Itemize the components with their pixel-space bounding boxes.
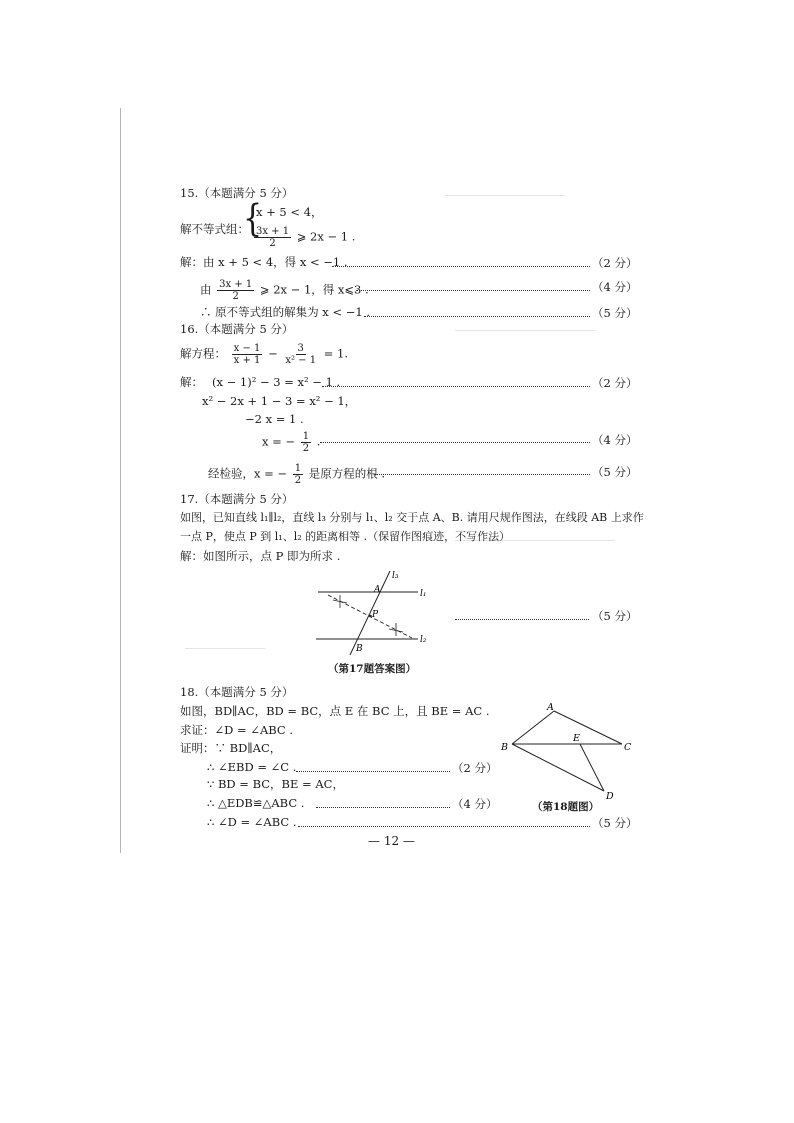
- segment-bd: [512, 744, 604, 791]
- q15-inequality-1: x + 5 < 4，: [256, 205, 323, 219]
- label-b: B: [501, 742, 508, 753]
- q18-line-4-score: （5 分）: [592, 816, 638, 830]
- dotted-leader: [332, 266, 590, 267]
- q16-fraction-1: $\frac{x - 1}{x + 1}$: [233, 343, 261, 366]
- q16-step-2: x² − 2x + 1 − 3 = x² − 1，: [202, 394, 357, 408]
- q16-fraction-2: $\frac{3}{\text{x² − 1}}$: [285, 343, 317, 366]
- q15-system-brace: {: [243, 197, 263, 241]
- label-p: P: [372, 610, 379, 620]
- q15-inequality-2: $\frac{3x + 1}{2}$ ⩾ 2x − 1 .: [256, 226, 356, 249]
- q17-construction-figure: [300, 565, 440, 660]
- q15-step-2-fraction: $\frac{3x + 1}{2}$: [219, 279, 253, 302]
- q18-given: 如图，BD∥AC，BD = BC，点 E 在 BC 上，且 BE = AC .: [180, 704, 490, 718]
- q15-header: 15.（本题满分 5 分）: [180, 186, 294, 200]
- q18-proof-line-4: ∴ ∠D = ∠ABC .: [207, 815, 297, 829]
- segment-ba: [512, 711, 554, 744]
- q16-step-4-fraction: $\frac{1}{2}$: [302, 431, 310, 454]
- q16-step-5: 经检验，x = − $\frac{1}{2}$ 是原方程的根 .: [208, 463, 386, 486]
- q18-proof-start: 证明：∵ BD∥AC，: [180, 741, 282, 755]
- dotted-leader: [356, 290, 590, 291]
- q17-header: 17.（本题满分 5 分）: [180, 492, 294, 506]
- segment-ed: [580, 744, 604, 791]
- q15-step-3: ∴ 原不等式组的解集为 x < −1 .: [200, 305, 371, 319]
- dotted-leader: [455, 619, 589, 620]
- q18-proof-line-3: ∴ △EDB≌△ABC .: [207, 796, 305, 810]
- q15-step-2: 由 $\frac{3x + 1}{2}$ ⩾ 2x − 1，得 x⩽3 .: [200, 279, 369, 302]
- label-a: A: [547, 702, 554, 713]
- label-e: E: [573, 733, 580, 744]
- q18-proof-line-1: ∴ ∠EBD = ∠C .: [207, 760, 297, 774]
- label-l2: l₂: [420, 635, 427, 645]
- q16-step-5-fraction: $\frac{1}{2}$: [294, 463, 302, 486]
- label-a: A: [374, 585, 381, 595]
- q18-figure-caption: （第18题图）: [532, 801, 600, 813]
- q16-step-1: (x − 1)² − 3 = x² − 1 .: [212, 375, 341, 389]
- label-b: B: [356, 644, 363, 654]
- line-l3: [350, 571, 390, 655]
- q18-proof-line-2: ∵ BD = BC，BE = AC，: [207, 777, 344, 791]
- q16-step-1-score: （2 分）: [592, 376, 638, 390]
- q16-step-4: x = − $\frac{1}{2}$ .: [262, 431, 321, 454]
- q15-prompt-label: 解不等式组：: [180, 222, 249, 236]
- q17-figure-caption: （第17题答案图）: [328, 663, 417, 675]
- q18-triangle-figure: [498, 700, 638, 805]
- q15-fraction: $\frac{3x + 1}{2}$: [256, 226, 290, 249]
- page-number: — 12 —: [368, 834, 415, 848]
- dotted-leader: [374, 474, 590, 475]
- label-l1: l₁: [420, 589, 427, 599]
- segment-ac: [554, 711, 622, 744]
- q16-header: 16.（本题满分 5 分）: [180, 322, 294, 336]
- q17-solution: 解：如图所示，点 P 即为所求 .: [180, 549, 341, 563]
- dotted-leader: [320, 442, 590, 443]
- q15-step-1: 解：由 x + 5 < 4，得 x < −1 .: [180, 255, 348, 269]
- q16-step-3: −2 x = 1 .: [245, 412, 304, 426]
- label-l3: l₃: [392, 571, 399, 581]
- q18-line-3-score: （4 分）: [452, 797, 498, 811]
- q18-line-1-score: （2 分）: [452, 761, 498, 775]
- q17-body-line-2: 一点 P，使点 P 到 l₁、l₂ 的距离相等 .（保留作图痕迹，不写作法）: [180, 530, 511, 543]
- q15-step-2-score: （4 分）: [592, 280, 638, 294]
- q17-body-line-1: 如图，已知直线 l₁∥l₂，直线 l₃ 分别与 l₁、l₂ 交于点 A、B. 请用尺规作图法，在线段 AB 上求作: [180, 511, 644, 524]
- dotted-leader: [364, 316, 590, 317]
- q18-prove: 求证：∠D = ∠ABC .: [180, 723, 294, 737]
- q18-header: 18.（本题满分 5 分）: [180, 685, 294, 699]
- q16-step-5-score: （5 分）: [592, 465, 638, 479]
- label-d: D: [606, 791, 614, 802]
- q17-score: （5 分）: [592, 609, 638, 623]
- q15-step-1-score: （2 分）: [592, 256, 638, 270]
- label-c: C: [624, 742, 632, 753]
- arc-mark-upper: [333, 595, 347, 608]
- dotted-leader: [316, 807, 450, 808]
- dotted-leader: [296, 771, 450, 772]
- q16-step-4-score: （4 分）: [592, 433, 638, 447]
- q16-step-1-label: 解：: [180, 375, 203, 389]
- q15-step-3-score: （5 分）: [592, 306, 638, 320]
- dotted-leader: [322, 386, 590, 387]
- dotted-leader: [298, 826, 590, 827]
- q16-equation: 解方程： $\frac{x - 1}{x + 1}$ − $\frac{3}{\text{x² − 1}}$ = 1.: [180, 343, 349, 366]
- arc-mark-lower: [389, 623, 403, 636]
